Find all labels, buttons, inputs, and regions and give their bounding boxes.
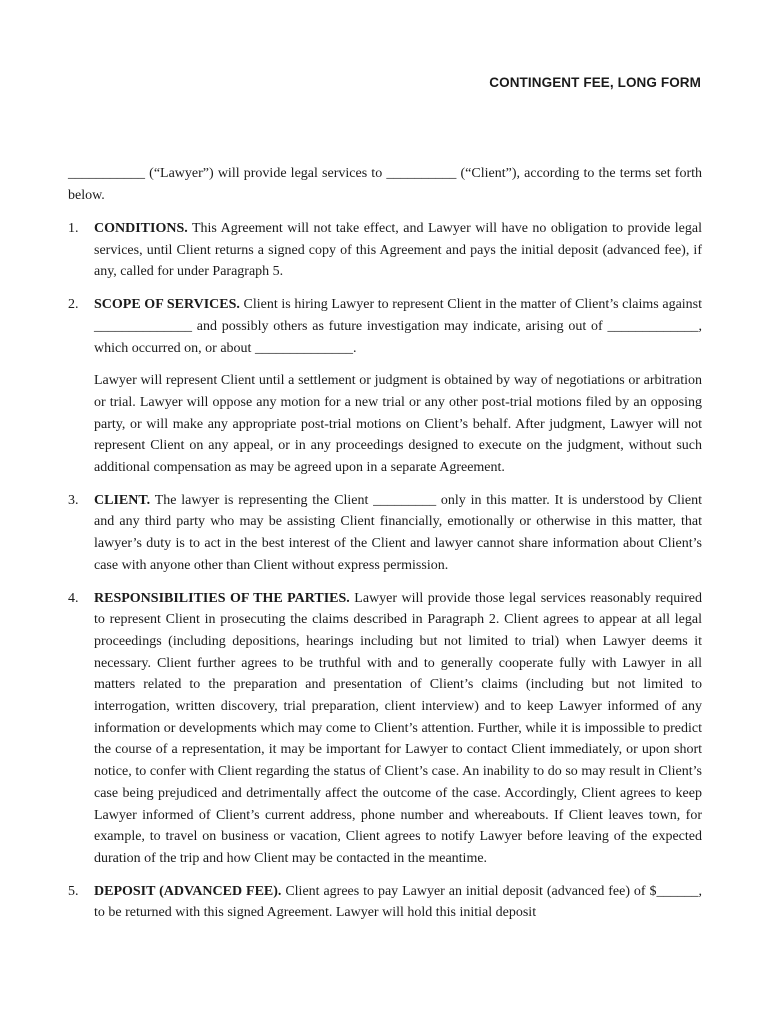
section-number: 1. [68,221,79,236]
section-number: 2. [68,297,79,313]
section-heading: RESPONSIBILITIES OF THE PARTIES. [94,590,350,606]
section-scope-of-services [68,294,702,479]
section-text: Lawyer will provide those legal services reasonably required to represent Client in prosecuting the claims described in Paragraph 2. Client agrees to appear at all legal proceedings (including depositions, hearings including but not limited to trial) when Lawyer deems it necessary. Client further agrees to be truthful with and to generally cooperate fully with Lawyer in all matters related to the preparation and presentation of Client’s claims (including but not limited to interrogation, written discovery, trial preparation, client interview) and to keep Lawyer informed of any information or developments which may come to Client’s attention. Further, while it is impossible to predict the course of a representation, it may be important for Lawyer to contact Client immediately, or upon short notice, to confer with Client regarding the status of Client’s case. An inability to do so may result in Client’s case being prejudiced and detrimentally affect the outcome of the case. Accordingly, Client agrees to keep Lawyer informed of Client’s current address, phone number and whereabouts. If Client leaves town, for example, to travel on business or vacation, Client agrees to notify Lawyer before leaving of the expected duration of the trip and how Client may be contacted in the meantime. [94,590,703,866]
section-text: Client is hiring Lawyer to represent Client in the matter of Client’s claims against ______________ and possibly others as future investigation may indicate, arising out of _____________, which occurred on, or about ______________. [94,297,703,356]
section-client [68,490,702,577]
section-heading: DEPOSIT (ADVANCED FEE). [94,883,282,899]
section-paragraph: Lawyer will represent Client until a settlement or judgment is obtained by way of negotiations or arbitration or trial. Lawyer will oppose any motion for a new trial or any other post-trial motions filed by an opposing party, or will make any appropriate post-trial motions on Client’s behalf. After judgment, Lawyer will not represent Client on any appeal, or in any proceedings designed to execute on the judgment, without such additional compensation as may be agreed upon in a separate Agreement. [94,373,702,476]
section-heading: CONDITIONS. [94,221,188,236]
section-text: This Agreement will not take effect, and Lawyer will have no obligation to provide legal services, until Client returns a signed copy of this Agreement and pays the initial deposit (advanced fee), if any, called for under Paragraph 5. [94,221,702,280]
sections-list [68,218,702,935]
section-number: 5. [68,883,79,899]
section-paragraph [94,490,702,577]
section-text: The lawyer is representing the Client _________ only in this matter. It is understood by Client and any third party who may be assisting Client financially, emotionally or otherwise in this matter, that lawyer’s duty is to act in the best interest of the Client and lawyer cannot share information about Client’s case with anyone other than Client without express permission. [94,492,703,573]
section-paragraph [94,588,702,870]
section-text: Client agrees to pay Lawyer an initial deposit (advanced fee) of $______, to be returned with this signed Agreement. Lawyer will hold this initial deposit [94,883,702,921]
intro-paragraph: ___________ (“Lawyer”) will provide legal services to __________ (“Client”), according to the terms set forth below. [68,166,702,203]
section-heading: SCOPE OF SERVICES. [94,297,240,313]
section-number: 4. [68,590,79,606]
section-paragraph [94,881,702,924]
section-responsibilities [68,588,702,870]
section-number: 3. [68,492,79,508]
section-paragraph [94,218,702,283]
document-title: CONTINGENT FEE, LONG FORM [489,75,701,90]
section-deposit [68,881,702,924]
section-conditions [68,218,702,283]
section-paragraph [94,294,702,359]
section-heading: CLIENT. [94,492,151,508]
